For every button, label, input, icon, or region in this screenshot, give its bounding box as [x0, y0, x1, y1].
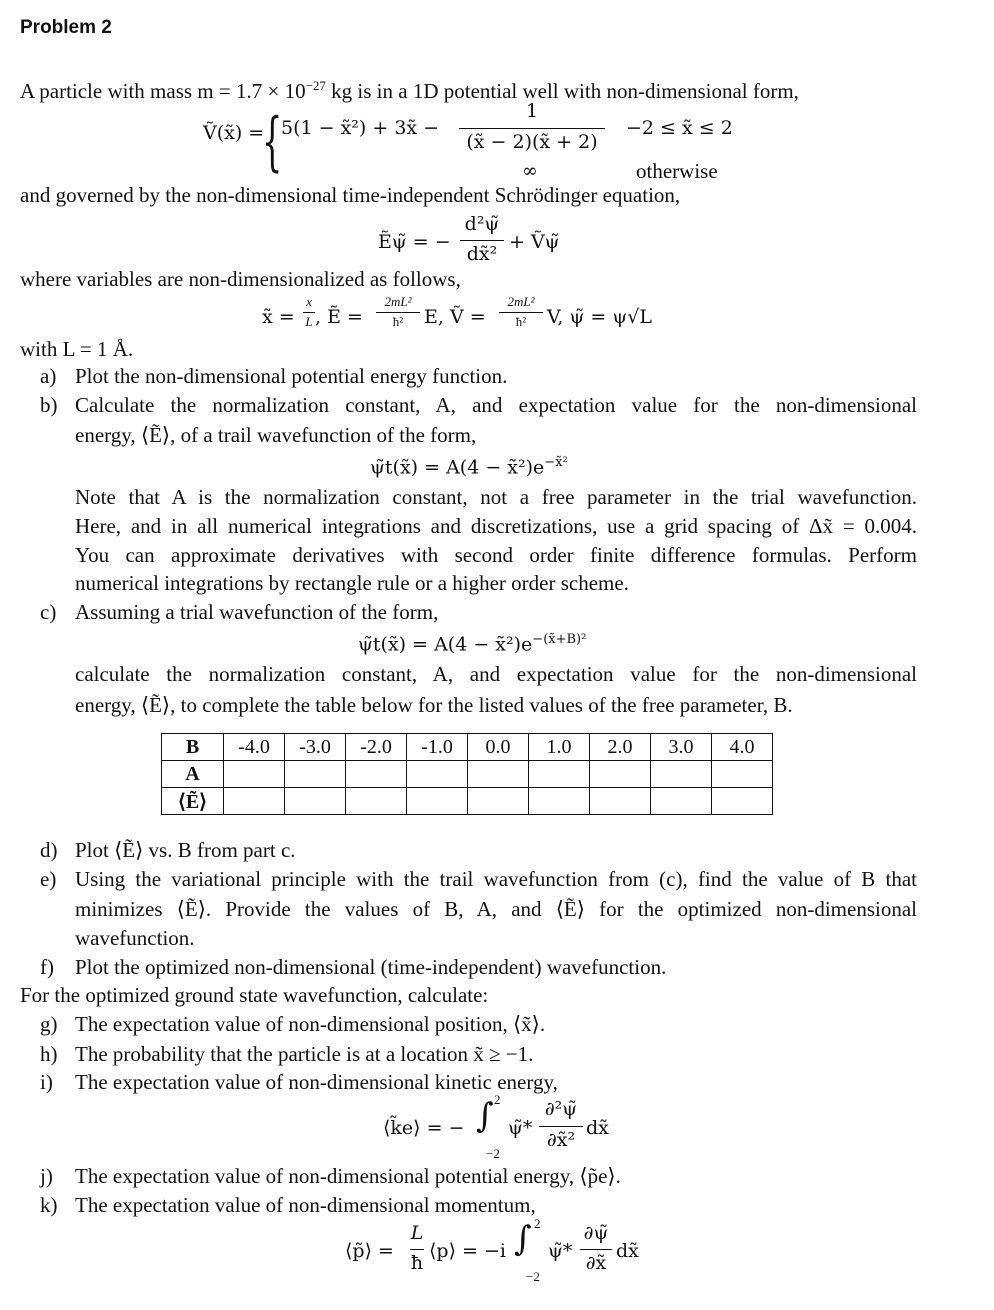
item-k-frac-num: L [410, 1222, 424, 1244]
item-c-line2: calculate the normalization constant, A, and expectation value for the non-dimensional [75, 662, 917, 686]
item-c-line3: energy, ⟨Ẽ⟩, to complete the table below for the listed values of the free parameter, B. [75, 693, 793, 717]
schrodinger-bar [460, 240, 504, 241]
item-b-line2: energy, ⟨Ẽ⟩, of a trail wavefunction of the form, [75, 423, 477, 447]
integral-sign: ∫ [476, 1096, 494, 1136]
nondim-x-lhs: x̃ = [262, 306, 295, 328]
intro-line [20, 73, 799, 104]
item-e-label: e) [40, 867, 57, 891]
item-f-label: f) [40, 955, 54, 979]
table-energy-cell[interactable] [407, 788, 468, 815]
potential-case2-condition: otherwise [636, 159, 718, 183]
item-e-line3: wavefunction. [75, 926, 195, 950]
problem-title: Problem 2 [20, 17, 112, 38]
table-b-value: 4.0 [712, 734, 773, 761]
table-energy-cell[interactable] [651, 788, 712, 815]
governed-line: and governed by the non-dimensional time-independent Schrödinger equation, [20, 183, 681, 207]
table-b-value: -1.0 [407, 734, 468, 761]
item-i-psi: ψ̃* [508, 1117, 533, 1139]
nondim-e-den: ħ² [392, 314, 404, 329]
item-k-label: k) [40, 1193, 58, 1217]
potential-case1-condition: −2 ≤ x̃ ≤ 2 [626, 117, 733, 139]
nondim-v-den: ħ² [515, 314, 527, 329]
potential-case1: 5(1 − x̃²) + 3x̃ − [281, 117, 440, 139]
note-line2: Here, and in all numerical integrations and discretizations, use a grid spacing of Δx̃ = 0.004. [75, 514, 917, 538]
potential-frac-bar [459, 128, 605, 129]
item-k-frac-den: ħ [410, 1252, 424, 1274]
item-i-num: ∂²ψ̃ [544, 1098, 578, 1120]
table-row-energy [162, 788, 773, 815]
nondim-e-tail: E, Ṽ = [424, 306, 486, 328]
item-k-fnum: ∂ψ̃ [583, 1222, 609, 1244]
nondim-e-bar [376, 312, 420, 313]
table-row-label: A [162, 761, 224, 788]
item-c-equation [358, 632, 586, 655]
potential-frac-den: (x̃ − 2)(x̃ + 2) [466, 131, 598, 153]
item-k-fden: ∂x̃ [585, 1252, 607, 1274]
table-row-label: ⟨Ẽ⟩ [162, 788, 224, 815]
potential-case2: ∞ [522, 160, 538, 182]
item-d-text: Plot ⟨Ẽ⟩ vs. B from part c. [75, 838, 296, 862]
table-row-a [162, 761, 773, 788]
table-b-value: 2.0 [590, 734, 651, 761]
table-a-cell[interactable] [468, 761, 529, 788]
table-b-value: -2.0 [346, 734, 407, 761]
item-c-line1: Assuming a trial wavefunction of the form, [75, 600, 439, 624]
item-i-bar [539, 1126, 583, 1127]
table-b-value: -3.0 [285, 734, 346, 761]
potential-frac-num: 1 [525, 100, 539, 122]
intro-tail: kg is in a 1D potential well with non-dimensional form, [325, 79, 799, 103]
table-a-cell[interactable] [529, 761, 590, 788]
item-b-eq-main: ψ̃t(x̃) = A(4 − x̃²)e [370, 456, 545, 479]
nondim-x-den: L [305, 314, 313, 329]
item-i-label: i) [40, 1070, 53, 1094]
potential-lhs: Ṽ(x̃) = [203, 122, 265, 144]
schrodinger-den: dx̃² [466, 243, 498, 265]
item-j-label: j) [40, 1164, 53, 1188]
nondim-e-lhs: , Ẽ = [315, 306, 363, 328]
integral-lower-limit: −2 [486, 1146, 500, 1161]
item-c-eq-main: ψ̃t(x̃) = A(4 − x̃²)e [358, 633, 533, 656]
item-i-lhs: ⟨k̃e⟩ = − [383, 1117, 465, 1139]
item-b-line1: Calculate the normalization constant, A, and expectation value for the non-dimensional [75, 393, 917, 417]
schrodinger-num: d²ψ̃ [464, 213, 500, 235]
table-a-cell[interactable] [651, 761, 712, 788]
nondim-v-tail: V, ψ̃ = ψ√L [547, 306, 653, 328]
table-row-b [162, 734, 773, 761]
table-energy-cell[interactable] [468, 788, 529, 815]
table-a-cell[interactable] [285, 761, 346, 788]
item-j-text: The expectation value of non-dimensional potential energy, ⟨p̃e⟩. [75, 1164, 621, 1188]
integral-upper-limit: 2 [494, 1092, 501, 1107]
nondim-x-num: x [306, 294, 312, 309]
table-b-value: -4.0 [224, 734, 285, 761]
integral-lower-limit: −2 [526, 1269, 540, 1284]
item-i-dx: dx̃ [586, 1117, 609, 1139]
for-optimized-line: For the optimized ground state wavefunction, calculate: [20, 983, 489, 1007]
item-f-text: Plot the optimized non-dimensional (time-independent) wavefunction. [75, 955, 667, 979]
table-energy-cell[interactable] [224, 788, 285, 815]
item-h-text: The probability that the particle is at a location x̃ ≥ −1. [75, 1042, 534, 1066]
item-e-line1: Using the variational principle with the trail wavefunction from (c), find the value of B that [75, 867, 917, 891]
item-e-line2: minimizes ⟨Ẽ⟩. Provide the values of B, A, and ⟨Ẽ⟩ for the optimized non-dimensional [75, 897, 917, 921]
table-row-label: B [162, 734, 224, 761]
item-k-lhs: ⟨p̃⟩ = [345, 1240, 394, 1262]
table-a-cell[interactable] [346, 761, 407, 788]
table-energy-cell[interactable] [285, 788, 346, 815]
item-i-text: The expectation value of non-dimensional kinetic energy, [75, 1070, 558, 1094]
intro-exponent: −27 [305, 78, 326, 93]
variables-line: where variables are non-dimensionalized as follows, [20, 267, 461, 291]
item-k-text: The expectation value of non-dimensional momentum, [75, 1193, 536, 1217]
schrodinger-rhs: + Ṽψ̃ [509, 231, 560, 253]
with-line: with L = 1 Å. [20, 337, 134, 361]
table-energy-cell[interactable] [590, 788, 651, 815]
table-a-cell[interactable] [407, 761, 468, 788]
item-b-label: b) [40, 393, 58, 417]
table-b-value: 1.0 [529, 734, 590, 761]
item-i-den: ∂x̃² [546, 1129, 576, 1151]
table-energy-cell[interactable] [712, 788, 773, 815]
item-h-label: h) [40, 1042, 58, 1066]
item-b-equation [370, 455, 568, 478]
integral-upper-limit: 2 [534, 1216, 541, 1231]
nondim-e-num: 2mL² [384, 294, 412, 309]
intro-text: A particle with mass m = 1.7 × 10 [20, 79, 306, 103]
results-table [161, 733, 773, 815]
note-line1: Note that A is the normalization constant, not a free parameter in the trial wavefunction. [75, 485, 917, 509]
table-energy-cell[interactable] [346, 788, 407, 815]
item-k-fbar [580, 1249, 612, 1250]
item-a-text: Plot the non-dimensional potential energy function. [75, 364, 508, 388]
table-a-cell[interactable] [712, 761, 773, 788]
table-a-cell[interactable] [224, 761, 285, 788]
schrodinger-lhs: Ẽψ̃ = − [378, 231, 451, 253]
note-line3: You can approximate derivatives with second order finite difference formulas. Perform [75, 543, 917, 567]
item-g-label: g) [40, 1012, 58, 1036]
note-line4: numerical integrations by rectangle rule or a higher order scheme. [75, 571, 629, 595]
table-energy-cell[interactable] [529, 788, 590, 815]
nondim-v-num: 2mL² [507, 294, 535, 309]
table-a-cell[interactable] [590, 761, 651, 788]
item-a-label: a) [40, 364, 57, 388]
item-k-psi: ψ̃* [548, 1240, 573, 1262]
piecewise-brace: { [262, 105, 283, 179]
integral-sign: ∫ [514, 1219, 532, 1259]
item-g-text: The expectation value of non-dimensional position, ⟨x̃⟩. [75, 1012, 546, 1036]
table-b-value: 0.0 [468, 734, 529, 761]
item-d-label: d) [40, 838, 58, 862]
item-c-label: c) [40, 600, 57, 624]
item-k-mid: ⟨p⟩ = −i [429, 1240, 506, 1262]
item-k-dx: dx̃ [616, 1240, 639, 1262]
nondim-v-bar [499, 312, 543, 313]
item-c-eq-exp: −(x̃+B)² [532, 632, 587, 647]
table-b-value: 3.0 [651, 734, 712, 761]
item-b-eq-exp: −x̃² [544, 455, 568, 470]
nondim-x-bar [303, 312, 315, 313]
item-k-frac-bar [410, 1249, 424, 1250]
